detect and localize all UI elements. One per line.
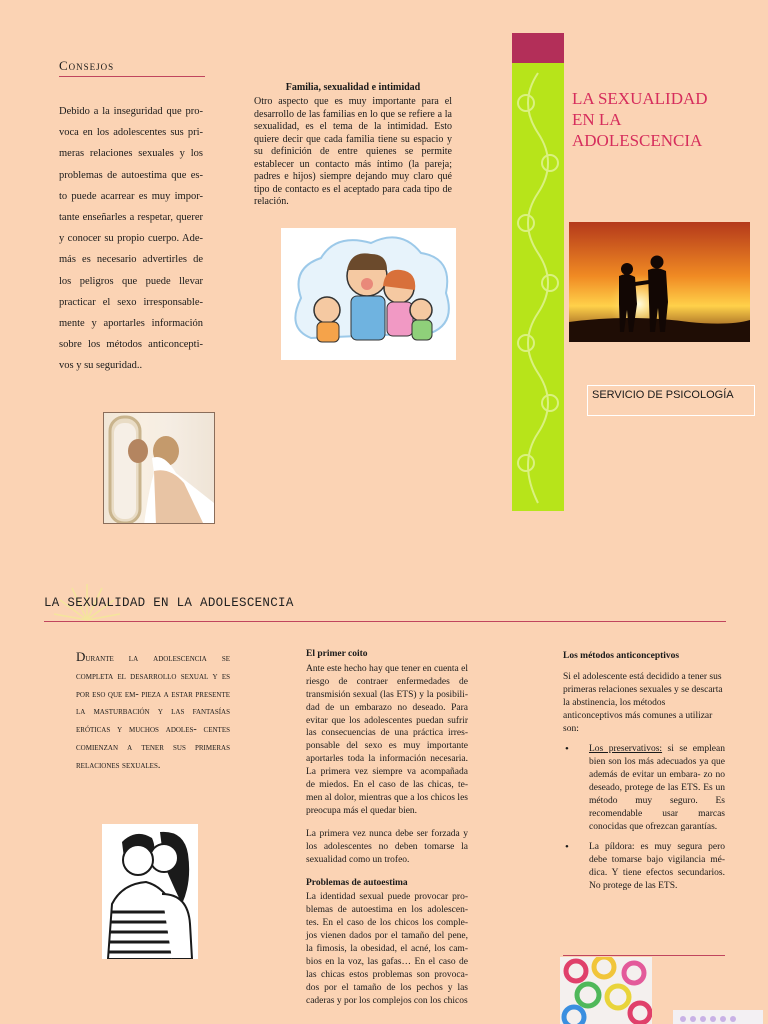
condoms-photo	[560, 957, 652, 1024]
preservativos-label: Los preservativos:	[589, 744, 663, 755]
metodos-list	[563, 743, 725, 892]
list-item	[563, 743, 725, 833]
autoestima-paragraph: La identidad sexual puede provocar pro- blemas de autoestima en los adolescen- tes. En el caso de los chicos los comple- jos vienen dados por el tamaño del pene, la fimosis, la obesidad, el acné, los cam- bios en la voz, las gafas… En el caso de las chicas estos problemas son provoca- dos por el tamaño de los pechos y las caderas y por los complejos con los chicos	[306, 892, 468, 1006]
autoestima-heading: Problemas de autoestima	[306, 877, 408, 888]
mirror-kiss-photo	[103, 412, 215, 524]
family-cartoon-image	[281, 228, 456, 360]
couple-sketch-illustration	[102, 824, 198, 959]
right-column	[563, 650, 725, 899]
service-label: SERVICIO DE PSICOLOGÍA	[587, 385, 755, 416]
middle-column	[306, 648, 468, 1018]
cover-decorative-stripe	[512, 33, 564, 511]
metodos-intro: Si el adolescente está decidido a tener sus primeras relaciones sexuales y se descarta la abstinencia, los métodos anticonceptivos más comunes a utilizar son:	[563, 671, 723, 734]
cover-title-line2: EN LA	[572, 110, 622, 129]
durante-paragraph: Durante la adolescencia se completa el desarrollo sexual y es por eso que em- pieza a estar presente la masturbación y las fantasías eróticas y muchos adoles- centes comienzan a tener sus primeras relaciones sexuales.	[76, 649, 230, 771]
consejos-paragraph: Debido a la inseguridad que pro- voca en los adolescentes sus pri- meras relaciones sexuales y los problemas de autoestima que es- to puede acarrear es muy impor- tante enseñarles a respetar, querer y conocer su propio cuerpo. Ade- más es necesario advertirles de los peligros que puede llevar practicar el sexo irresponsable- mente y aportarles información sobre los métodos anticoncepti- vos y su seguridad..	[59, 106, 203, 372]
metodos-heading: Los métodos anticonceptivos	[563, 651, 680, 661]
coito-heading: El primer coito	[306, 649, 368, 659]
familia-heading: Familia, sexualidad e intimidad	[285, 82, 421, 93]
couple-sketch-image	[102, 824, 198, 959]
consejos-heading: Consejos	[59, 58, 205, 77]
divider-line	[563, 955, 725, 956]
sunset-couple-photo	[569, 222, 750, 342]
family-illustration	[281, 228, 456, 360]
preservativos-text: si se emplean bien son los más adecuados ya que además de evitar un embara- zo no deseado, protege de las ETS. Es un método muy seguro. Es recomendable usar marcas conocidas que ofrezcan garantías.	[589, 744, 725, 832]
familia-paragraph: Otro aspecto que es muy importante para el desarrollo de las familias en lo que se refiere a la sexualidad, es el tema de la intimidad. Esto quiere decir que cada familia tiene su espacio y su definición de entre quienes se permite establecer un contacto más íntimo (la pareja; padres e hijos) siempre dejando muy claro qué tipo de contacto es el aceptado para cada tipo de relación.	[254, 96, 452, 207]
condoms-illustration	[560, 957, 652, 1024]
cover-title-line1: LA SEXUALIDAD	[572, 89, 708, 108]
coito-paragraph-1: Ante este hecho hay que tener en cuenta el riesgo de contraer enfermedades de transmisión sexual (las ETS) y la posibili- dad de un embarazo no deseado. Para evitar que los adolescentes puedan sufrir las consecuencias de una práctica irres- ponsable del sexo es muy importante aportarles toda la información necesaria. La primera vez siempre va acompañada de miedos. En el caso de las chicas, te- men al dolor, mientras que a los chicos les preocupa más el quedar bien.	[306, 663, 468, 816]
coito-paragraph-2: La primera vez nunca debe ser forzada y los adolescentes no deben tomarse la sexualidad como un trofeo.	[306, 828, 468, 865]
list-item	[563, 841, 725, 893]
mirror-illustration	[104, 413, 215, 524]
cover-title	[572, 88, 742, 151]
pills-illustration	[673, 1010, 763, 1024]
sunset-illustration	[569, 222, 750, 342]
pills-photo	[673, 1010, 763, 1024]
inside-section-heading: LA SEXUALIDAD EN LA ADOLESCENCIA	[44, 596, 726, 622]
floral-pattern	[512, 33, 564, 511]
pildora-text: La píldora: es muy segura pero debe tomarse bajo vigilancia mé- dica. Y tiene efectos secundarios. No protege de las ETS.	[589, 841, 725, 891]
cover-title-line3: ADOLESCENCIA	[572, 131, 703, 150]
